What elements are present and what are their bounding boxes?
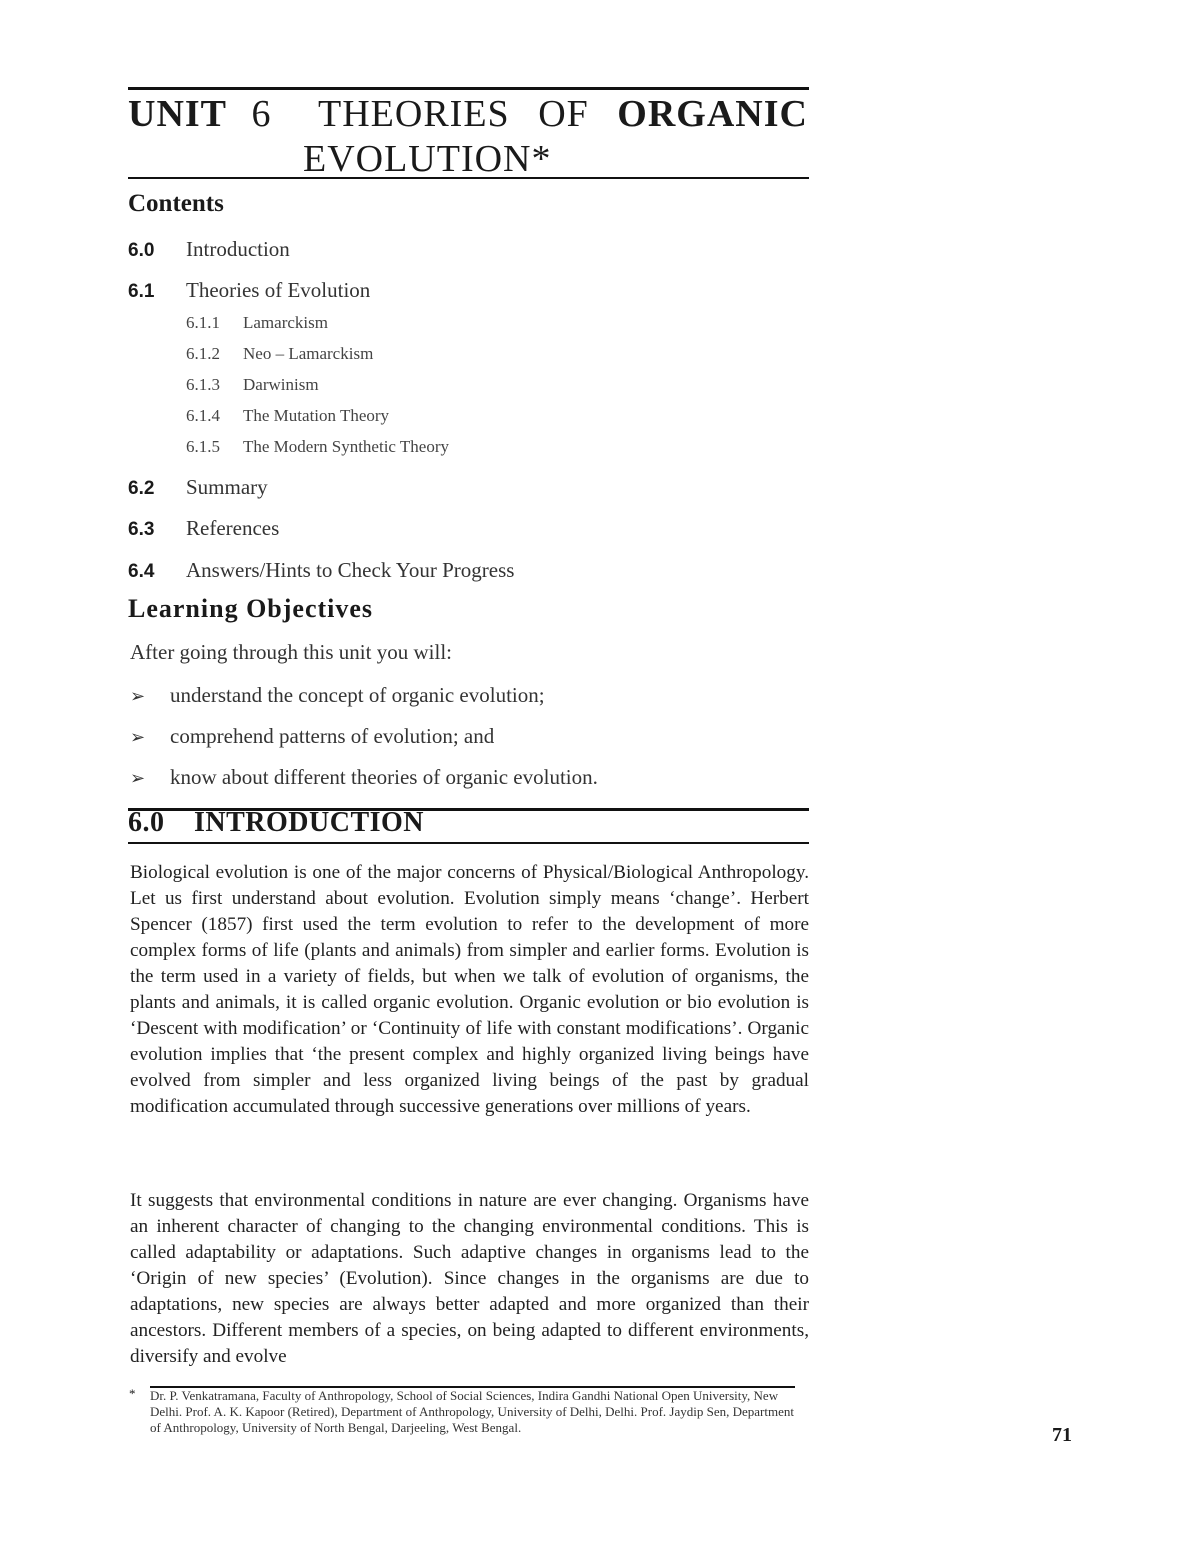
toc-item-number: 6.1 (128, 281, 155, 302)
toc-subitem-number: 6.1.5 (186, 437, 220, 456)
toc-subitem-label: The Modern Synthetic Theory (243, 437, 450, 456)
toc-item-label: References (186, 516, 280, 540)
objective-text: know about different theories of organic evolution. (170, 765, 598, 789)
unit-title-line2: EVOLUTION* (303, 138, 552, 180)
toc-subitem-label: Darwinism (243, 375, 319, 394)
toc-item-number: 6.4 (128, 561, 155, 582)
toc-subitem[interactable] (186, 374, 319, 396)
toc-item[interactable] (128, 236, 290, 264)
page-number: 71 (1052, 1424, 1072, 1446)
toc-item[interactable] (128, 474, 268, 502)
title-word-theories: THEORIES (318, 93, 510, 135)
learning-objectives-intro: After going through this unit you will: (130, 640, 452, 664)
learning-objectives-heading: Learning Objectives (128, 594, 374, 623)
objective-item (130, 683, 545, 708)
unit-label: UNIT (128, 93, 228, 135)
unit-title-line1 (128, 90, 828, 138)
toc-item-number: 6.0 (128, 240, 155, 261)
toc-item[interactable] (128, 277, 370, 305)
title-word-organic: ORGANIC (617, 93, 808, 135)
arrow-bullet-icon: ➢ (130, 727, 146, 747)
title-word-of: OF (538, 93, 589, 135)
toc-item[interactable] (128, 557, 514, 585)
section-title: INTRODUCTION (194, 807, 425, 838)
toc-subitem-label: The Mutation Theory (243, 406, 390, 425)
intro-paragraph-2: It suggests that environmental conditions in nature are ever changing. Organisms have an inherent character of changing to the changing environmental conditions. This is called adaptability or adaptations. Such adaptive changes in organisms lead to the ‘Origin of new species’ (Evolution). Since changes in the organisms are due to adaptations, new species are always better adapted and more organized than their ancestors. Different members of a species, on being adapted to different environments, diversify and evolve (130, 1190, 809, 1367)
objective-text: understand the concept of organic evolution; (170, 683, 545, 707)
section-bottom-rule (128, 842, 809, 844)
toc-subitem[interactable] (186, 405, 389, 427)
toc-subitem-number: 6.1.2 (186, 344, 220, 363)
objective-item (130, 724, 494, 749)
toc-item-number: 6.3 (128, 519, 155, 540)
objective-text: comprehend patterns of evolution; and (170, 724, 495, 748)
unit-number: 6 (251, 93, 272, 135)
intro-paragraph-1: Biological evolution is one of the major concerns of Physical/Biological Anthropology. Let us first understand about evolution. Evolution simply means ‘change’. Herbert Spencer (1857) first used the term evolution to refer to the development of more complex forms of life (plants and animals) from simpler and earlier forms. Evolution is the term used in a variety of fields, but when we talk of evolution of organisms, the plants and animals, it is called organic evolution. Organic evolution or bio evolution is ‘Descent with modification’ or ‘Continuity of life with constant modifications’. Organic evolution implies that ‘the present complex and highly organized living beings have evolved from simpler and less organized living beings of the past by gradual modification accumulated through successive generations over millions of years. (130, 862, 809, 1117)
toc-subitem[interactable] (186, 312, 328, 334)
toc-item-number: 6.2 (128, 478, 155, 499)
toc-subitem-number: 6.1.1 (186, 313, 220, 332)
footnote-text: Dr. P. Venkatramana, Faculty of Anthropology, School of Social Sciences, Indira Gandhi National Open University, New Delhi. Prof. A. K. Kapoor (Retired), Department of Anthropology, University of Delhi, Delhi. Prof. Jaydip Sen, Department of Anthropology, University of North Bengal, Darjeeling, West Bengal. (150, 1388, 794, 1435)
toc-item[interactable] (128, 515, 279, 543)
toc-subitem-number: 6.1.3 (186, 375, 220, 394)
arrow-bullet-icon: ➢ (130, 686, 146, 706)
toc-item-label: Theories of Evolution (186, 278, 371, 302)
toc-subitem[interactable] (186, 343, 373, 365)
section-heading (128, 806, 424, 840)
footnote-mark: * (129, 1386, 136, 1401)
objective-item (130, 765, 598, 790)
arrow-bullet-icon: ➢ (130, 768, 146, 788)
toc-item-label: Answers/Hints to Check Your Progress (186, 558, 515, 582)
section-number: 6.0 (128, 807, 165, 838)
toc-subitem-number: 6.1.4 (186, 406, 220, 425)
toc-subitem-label: Lamarckism (243, 313, 328, 332)
contents-heading: Contents (128, 190, 224, 217)
toc-item-label: Introduction (186, 237, 290, 261)
toc-item-label: Summary (186, 475, 268, 499)
toc-subitem-label: Neo – Lamarckism (243, 344, 374, 363)
toc-subitem[interactable] (186, 436, 449, 458)
